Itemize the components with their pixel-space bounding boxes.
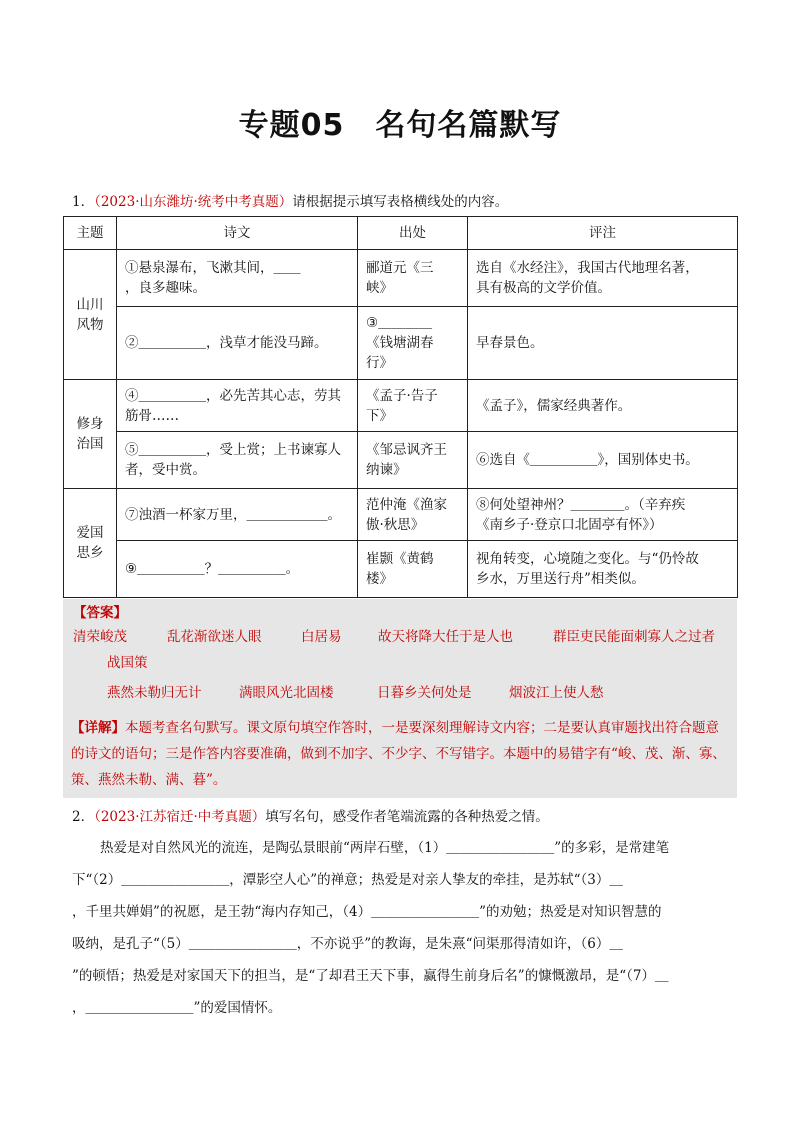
note-cell: 早春景色。	[468, 307, 738, 380]
source-cell: 《邹忌讽齐王 纳谏》	[358, 432, 468, 489]
table-row	[64, 489, 738, 541]
paragraph-line: 热爱是对自然风光的流连，是陶弘景眼前“两岸石壁，（1）＿＿＿＿＿＿＿＿”的多彩，是常建笔	[100, 840, 670, 856]
answer-section	[63, 599, 737, 798]
header-note: 评注	[468, 217, 738, 250]
paragraph-line: 下“（2）＿＿＿＿＿＿＿＿，潭影空人心”的禅意；热爱是对亲人挚友的牵挂，是苏轼“（3）＿	[72, 872, 623, 888]
answer-item: 清荣峻茂	[73, 629, 127, 645]
question-source: （2023·江苏宿迁·中考真题）	[94, 809, 266, 825]
poem-cell: ⑤＿＿＿＿＿，受上赏；上书谏寡人 者，受中赏。	[117, 432, 358, 489]
poem-cell: ①悬泉瀑布，飞漱其间，＿＿ ，良多趣味。	[117, 250, 358, 307]
header-theme: 主题	[64, 217, 117, 250]
page-title: 专题05 名句名篇默写	[238, 108, 562, 143]
source-cell: 范仲淹《渔家 傲·秋思》	[358, 489, 468, 541]
question-number: 2．	[72, 809, 95, 825]
answer-item: 乱花渐欲迷人眼	[167, 629, 262, 645]
note-cell: 视角转变，心境随之变化。与“仍怜故 乡水，万里送行舟”相类似。	[468, 541, 738, 598]
poem-cell: ②＿＿＿＿＿，浅草才能没马蹄。	[117, 307, 358, 380]
question-number: 1．	[72, 194, 95, 210]
note-cell: ⑧何处望神州？＿＿＿＿。（辛弃疾 《南乡子·登京口北固亭有怀》）	[468, 489, 738, 541]
answer-item: 燕然未勒归无计	[107, 685, 202, 701]
source-cell: 崔颢《黄鹤 楼》	[358, 541, 468, 598]
paragraph-line: ”的顿悟；热爱是对家国天下的担当，是“了却君王天下事，赢得生前身后名”的慷慨激昂，是“（7）＿	[72, 968, 669, 984]
question-2-paragraph	[72, 832, 732, 1024]
paragraph-line: ，＿＿＿＿＿＿＿＿”的爱国情怀。	[72, 1000, 282, 1016]
theme-cell: 山川 风物	[64, 250, 117, 380]
answer-detail	[71, 715, 731, 793]
source-cell: 《孟子·告子 下》	[358, 380, 468, 432]
header-source: 出处	[358, 217, 468, 250]
answer-item: 白居易	[301, 629, 342, 645]
question-2-header	[72, 805, 549, 825]
detail-label: 【详解】	[71, 720, 125, 736]
table-row	[64, 380, 738, 432]
answer-label: 【答案】	[73, 605, 127, 621]
answer-item: 群臣吏民能面刺寡人之过者	[553, 629, 715, 645]
note-cell: 选自《水经注》，我国古代地理名著， 具有极高的文学价值。	[468, 250, 738, 307]
answer-item: 烟波江上使人愁	[509, 685, 604, 701]
poem-cell: ⑨＿＿＿＿＿？＿＿＿＿＿。	[117, 541, 358, 598]
table-row	[64, 541, 738, 598]
table-row	[64, 250, 738, 307]
table-row	[64, 432, 738, 489]
paragraph-line: ，千里共婵娟”的祝愿，是王勃“海内存知己，（4）＿＿＿＿＿＿＿＿”的劝勉；热爱是对知识智慧的	[72, 904, 662, 920]
table-row	[64, 307, 738, 380]
theme-cell: 爱国 思乡	[64, 489, 117, 598]
question-prompt: 填写名句，感受作者笔端流露的各种热爱之情。	[265, 809, 549, 825]
answer-item: 故天将降大任于是人也	[378, 629, 513, 645]
question-1-header	[72, 190, 508, 210]
paragraph-line: 吸纳，是孔子“（5）＿＿＿＿＿＿＿＿，不亦说乎”的教诲，是朱熹“问渠那得清如许，（6）＿	[72, 936, 623, 952]
theme-cell: 修身 治国	[64, 380, 117, 489]
note-cell: 《孟子》，儒家经典著作。	[468, 380, 738, 432]
poem-table	[63, 216, 738, 598]
source-cell: ③＿＿＿＿ 《钱塘湖春 行》	[358, 307, 468, 380]
note-cell: ⑥选自《＿＿＿＿＿》，国别体史书。	[468, 432, 738, 489]
poem-cell: ④＿＿＿＿＿，必先苦其心志，劳其 筋骨……	[117, 380, 358, 432]
question-source: （2023·山东潍坊·统考中考真题）	[94, 194, 293, 210]
header-poem: 诗文	[117, 217, 358, 250]
detail-text: 本题考查名句默写。课文原句填空作答时，一是要深刻理解诗文内容；二是要认真审题找出符合题意的诗文的语句；三是作答内容要准确，做到不加字、不少字、不写错字。本题中的易错字有“峻、茂、渐、寡、策、燕然未勒、满、暮”。	[71, 720, 726, 788]
answer-item: 日暮乡关何处是	[377, 685, 472, 701]
source-cell: 郦道元《三 峡》	[358, 250, 468, 307]
table-header-row	[64, 217, 738, 250]
answer-item: 战国策	[107, 655, 148, 671]
question-prompt: 请根据提示填写表格横线处的内容。	[292, 194, 509, 210]
poem-cell: ⑦浊酒一杯家万里，＿＿＿＿＿＿。	[117, 489, 358, 541]
answer-item: 满眼风光北固楼	[239, 685, 334, 701]
